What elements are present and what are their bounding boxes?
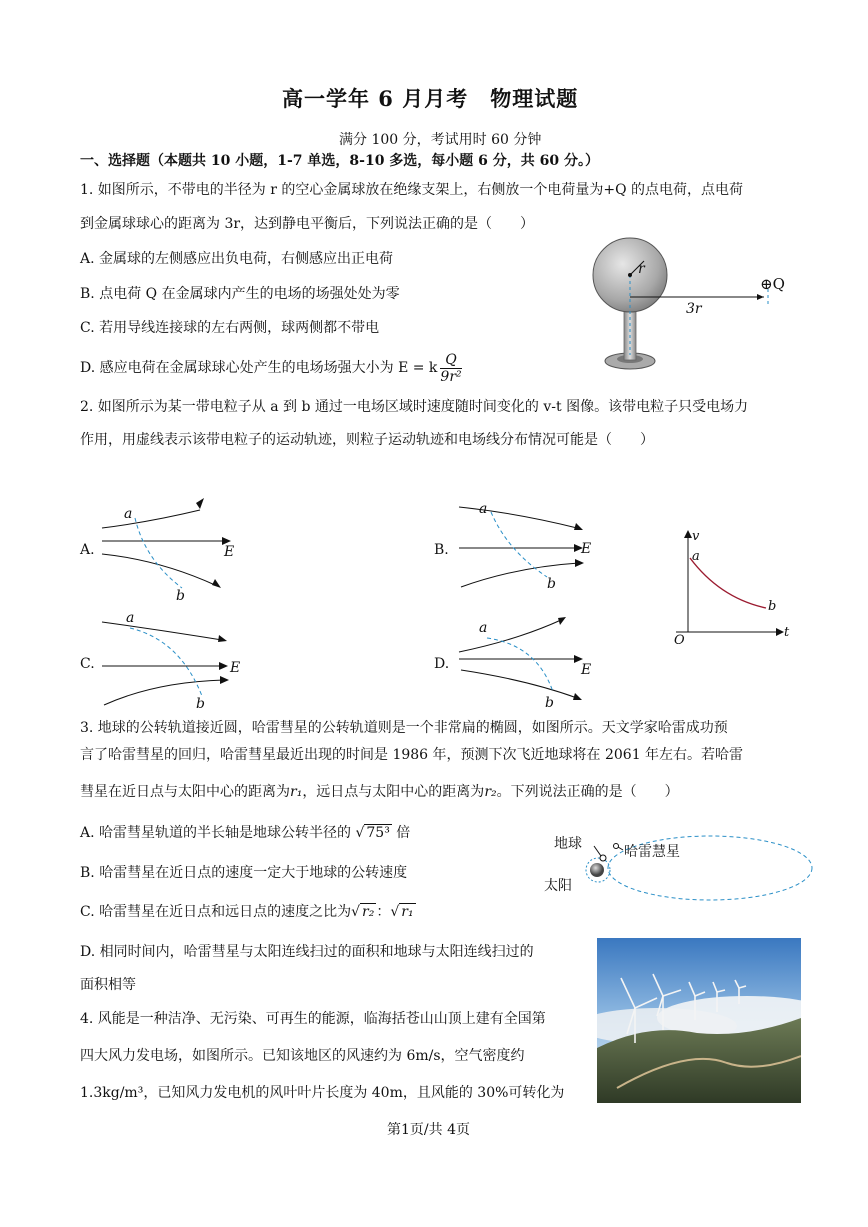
q1-fraction-den: 9r²	[440, 368, 462, 385]
q2a-a: a	[124, 506, 133, 522]
q3-option-d-line2: 面积相等	[80, 977, 136, 993]
q2d-b: b	[545, 695, 554, 711]
section-heading: 一、选择题（本题共 10 小题，1-7 单选，8-10 多选，每小题 6 分，共 60 分。）	[80, 153, 600, 169]
q2-stem-line1: 2. 如图所示为某一带电粒子从 a 到 b 通过一电场区域时速度随时间变化的 v-t 图像。该带电粒子只受电场力	[80, 399, 749, 415]
comet	[614, 844, 619, 849]
q3-option-b: B. 哈雷彗星在近日点的速度一定大于地球的公转速度	[80, 865, 408, 881]
graph-b: b	[768, 599, 777, 614]
comet-label: 哈雷慧星	[624, 844, 680, 860]
q3-r1: r₁	[290, 784, 303, 800]
earth-label: 地球	[554, 836, 582, 852]
q3-option-c: C. 哈雷彗星在近日点和远日点的速度之比为√ r₂ ：√ r₁	[80, 904, 414, 920]
q3-option-c-r1: r₁	[401, 904, 414, 920]
q3-r2: r₂	[484, 784, 497, 800]
q2b-a: a	[479, 501, 488, 517]
distance-label: 3r	[686, 301, 702, 317]
q3-option-a-text: A. 哈雷彗星轨道的半长轴是地球公转半径的	[80, 825, 352, 841]
q2c-a: a	[126, 610, 135, 626]
sun	[590, 863, 604, 877]
q3-stem-line2: 言了哈雷彗星的回归，哈雷彗星最近出现的时间是 1986 年，预测下次飞近地球将在 2061 年左右。若哈雷	[80, 747, 744, 763]
page-title: 高一学年 6 月月考 物理试题	[282, 86, 579, 111]
q1-option-a: A. 金属球的左侧感应出负电荷，右侧感应出正电荷	[80, 251, 394, 267]
q2-stem-line2: 作用，用虚线表示该带电粒子的运动轨迹，则粒子运动轨迹和电场线分布情况可能是（ ）	[80, 432, 654, 448]
q1-option-b: B. 点电荷 Q 在金属球内产生的电场的场强处处为零	[80, 286, 400, 302]
q3-option-c-r2: r₂	[362, 904, 375, 920]
q1-sphere-figure	[580, 235, 800, 385]
q1-fraction-num: Q	[440, 352, 461, 369]
q2-option-c-figure	[100, 610, 250, 710]
q2b-E: E	[581, 541, 592, 557]
q1-option-c: C. 若用导线连接球的左右两侧，球两侧都不带电	[80, 320, 380, 336]
wind-farm-photo	[597, 938, 801, 1103]
q3-option-a-radicand: 75³	[366, 825, 390, 841]
page-subtitle: 满分 100 分，考试用时 60 分钟	[339, 132, 542, 148]
q2-option-b-label: B.	[434, 542, 449, 558]
q2-option-a-label: A.	[80, 542, 95, 558]
graph-v: v	[692, 529, 700, 544]
q1-option-d	[80, 348, 462, 388]
q3-stem-line3	[80, 783, 679, 801]
q4-stem-line3: 1.3kg/m³，已知风力发电机的风叶叶片长度为 40m，且风能的 30%可转化为	[80, 1085, 565, 1101]
q2a-b: b	[176, 588, 185, 604]
q2-vt-graph	[670, 528, 800, 653]
q3-orbit-figure	[540, 828, 820, 908]
q1-stem-line1: 1. 如图所示，不带电的半径为 r 的空心金属球放在绝缘支架上，右侧放一个电荷量为+Q 的点电荷，点电荷	[80, 182, 744, 198]
point-charge-label: ⊕Q	[760, 275, 785, 293]
q2a-E: E	[224, 544, 235, 560]
q2-option-b-figure	[457, 495, 607, 595]
q3-option-c-sep: ：	[376, 904, 391, 920]
q2-option-d-figure	[457, 610, 607, 710]
q3-option-d-line1: D. 相同时间内，哈雷彗星与太阳连线扫过的面积和地球与太阳连线扫过的	[80, 944, 534, 960]
q2-option-c-label: C.	[80, 656, 95, 672]
q3-line3-part1: 彗星在近日点与太阳中心的距离为	[80, 784, 290, 800]
q3-line3-part2: ，远日点与太阳中心的距离为	[302, 784, 485, 800]
radius-label: r	[638, 261, 645, 277]
q2-option-d-label: D.	[434, 656, 450, 672]
q1-stem-line2: 到金属球球心的距离为 3r，达到静电平衡后，下列说法正确的是（ ）	[80, 216, 535, 232]
q3-option-a: A. 哈雷彗星轨道的半长轴是地球公转半径的 √ 75³ 倍	[80, 825, 411, 841]
q3-stem-line1: 3. 地球的公转轨道接近圆，哈雷彗星的公转轨道则是一个非常扁的椭圆，如图所示。天文学家哈雷成功预	[80, 720, 728, 736]
q4-stem-line1: 4. 风能是一种洁净、无污染、可再生的能源，临海括苍山山顶上建有全国第	[80, 1011, 546, 1027]
graph-a: a	[692, 549, 700, 564]
graph-origin: O	[674, 633, 685, 648]
q2c-E: E	[230, 660, 241, 676]
graph-t: t	[784, 625, 790, 640]
q2d-a: a	[479, 620, 488, 636]
page-number: 第1页/共 4页	[387, 1122, 470, 1138]
q1-option-d-text: D. 感应电荷在金属球球心处产生的电场场强大小为 E = k	[80, 360, 438, 376]
q2d-E: E	[581, 662, 592, 678]
q3-option-c-text: C. 哈雷彗星在近日点和远日点的速度之比为	[80, 904, 352, 920]
q4-stem-line2: 四大风力发电场，如图所示。已知该地区的风速约为 6m/s，空气密度约	[80, 1048, 525, 1064]
q2c-b: b	[196, 696, 205, 712]
q3-option-a-suffix: 倍	[396, 825, 411, 841]
q1-fraction	[440, 352, 461, 385]
q3-line3-part3: 。下列说法正确的是（ ）	[496, 784, 679, 800]
sun-label: 太阳	[544, 878, 572, 894]
q2b-b: b	[547, 576, 556, 592]
q2-option-a-figure	[100, 490, 250, 605]
